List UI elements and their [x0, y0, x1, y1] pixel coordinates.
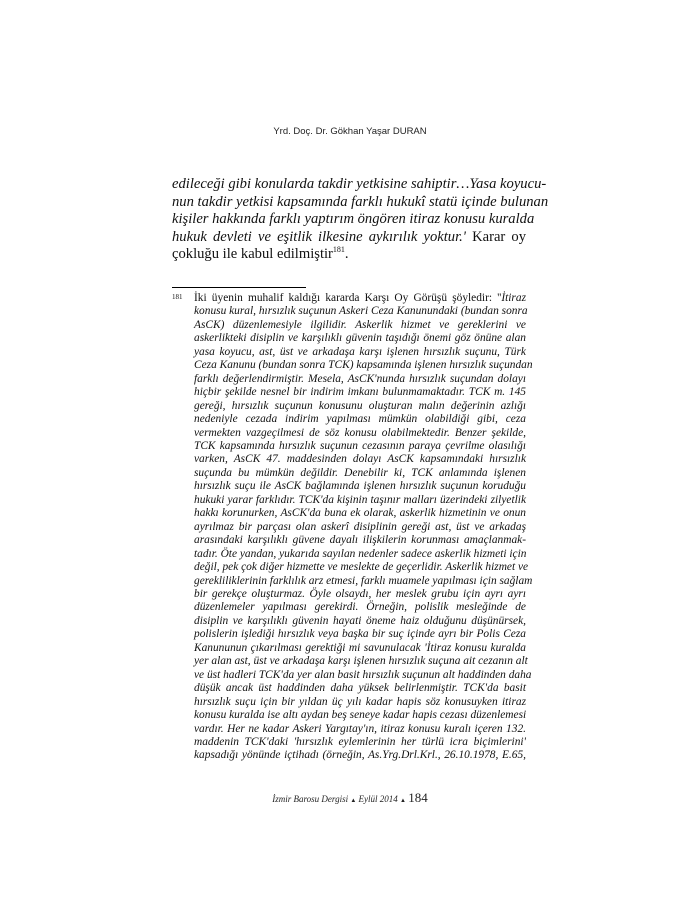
- footnote-line: gerekliliklerinin farklılık arz etmesi, farklı muamele yapılması için sağlam: [194, 574, 533, 587]
- body-text: [172, 176, 549, 264]
- footnote-line: vardır. Her ne kadar Askeri Yargıtay'ın, itiraz konusu kuralı içeren 132.: [194, 722, 526, 735]
- footnote-line: gereği, hırsızlık suçunun konusunu oluşturan malın değerinin azlığı: [194, 399, 526, 412]
- footnote-line: suçunda bu mümkün değildir. Denebilir ki, TCK anlamında işlenen: [194, 466, 526, 479]
- footnote-line: konusu kuralda ise altı aydan beş seneye kadar hapis cezası düzenlemesi: [194, 709, 527, 722]
- quote-end: hukuk devleti ve eşitlik ilkesine aykırılık yoktur.': [172, 228, 466, 245]
- page-number: 184: [408, 790, 428, 805]
- footnote-line: ayrılmaz bir parçası olan askerî disiplinin gereği ast, üst ve arkadaş: [194, 520, 526, 533]
- footnote-line: konusu kural, hırsızlık suçunun Askeri Ceza Kanunundaki (bundan sonra: [194, 305, 528, 318]
- footnote-line: kapsadığı yönünde içtihadı (örneğin, As.Yrg.Drl.Krl., 26.10.1978, E.65,: [194, 749, 526, 762]
- footnote-line: hakkı korunurken, AsCK'da buna ek olarak, askerlik hizmetinin ve onun: [194, 507, 526, 520]
- separator-icon: ▲: [350, 798, 357, 804]
- footnote-line: vermekten vazgeçilmesi de söz konusu olabilmektedir. Benzer şekilde,: [194, 426, 526, 439]
- body-line: [172, 229, 526, 247]
- footnote-line: yasa koyucu, ast, üst ve arkadaşa karşı işlenen hırsızlık suçunu, Türk: [194, 345, 526, 358]
- footnote: [172, 292, 533, 763]
- body-text-plain: çokluğu ile kabul edilmiştir: [172, 246, 333, 263]
- footnote-line: Kanununun çıkarılması gerektiği mi savunulacak 'İtiraz konusu kuralda: [194, 641, 526, 654]
- issue-date: Eylül 2014: [358, 794, 398, 804]
- footnote-line: düşük ancak üst haddinden daha yüksek belirlenmiştir. TCK'da basit: [194, 682, 526, 695]
- footnote-line: hiçbir şekilde nesnel bir indirim imkanı bulunmamaktadır. TCK m. 145: [194, 386, 526, 399]
- separator-icon: ▲: [400, 798, 406, 804]
- body-line: kişiler hakkında farklı yaptırım öngören itiraz konusu kuralda: [172, 211, 535, 228]
- footnote-separator: [172, 287, 306, 288]
- footnote-line: farklı değerlendirmiştir. Mesela, AsCK'nunda hırsızlık suçundan dolayı: [194, 372, 526, 385]
- footnote-line: ve üst hadleri TCK'da yer alan basit hırsızlık suçunun alt haddinden daha: [194, 668, 532, 681]
- body-text-plain: Karar oy: [465, 228, 526, 245]
- page-footer: [0, 790, 700, 806]
- footnote-line: tadır. Öte yandan, yukarıda sayılan nedenler sadece askerlik hizmeti için: [194, 547, 527, 560]
- footnote-line: hırsızlık suçu için bir yıldan üç yılı kadar hapis söz konusuyken itiraz: [194, 695, 526, 708]
- footnote-line: yer alan ast, üst ve arkadaşa karşı işlenen hırsızlık suçuna ait cezanın alt: [194, 655, 528, 668]
- footnote-line: bir gerekçe oluşturmaz. Öyle olsaydı, her meslek grubu için ayrı ayrı: [194, 587, 526, 600]
- footnote-number: 181: [172, 293, 183, 301]
- body-line: edileceği gibi konularda takdir yetkisine sahiptir…Yasa koyucu-: [172, 176, 547, 192]
- footnote-line: Ceza Kanunu (bundan sonra TCK) kapsamında işlenen hırsızlık suçundan: [194, 359, 533, 372]
- footnote-line: varken, AsCK 47. maddesinden dolayı AsCK kapsamındaki hırsızlık: [194, 453, 526, 466]
- footnote-line: hukuki yarar farklıdır. TCK'da kişinin taşınır malları üzerindeki zilyetlik: [194, 493, 526, 506]
- footnote-line: maddenin TCK'daki 'hırsızlık eylemlerinin her türlü icra biçimlerini': [194, 735, 526, 748]
- journal-name: İzmir Barosu Dergisi: [272, 794, 349, 804]
- footnote-line: askerlikteki disiplin ve karşılıklı güvenin taşıdığı önemi göz önüne alan: [194, 332, 526, 345]
- running-header: Yrd. Doç. Dr. Gökhan Yaşar DURAN: [273, 126, 427, 137]
- footnote-line: arasındaki karşılıklı güvene dayalı ilişkilerin korunması amaçlanmak-: [194, 534, 526, 547]
- punctuation: .: [344, 246, 349, 263]
- footnote-line: TCK kapsamında hırsızlık suçunun cezasının paraya çevrilme olasılığı: [194, 439, 526, 452]
- footnote-line: [194, 292, 526, 305]
- footnote-line: AsCK) düzenlemesiyle ilgilidir. Askerlik hizmet ve gereklerini ve: [194, 318, 526, 331]
- body-line: nun takdir yetkisi kapsamında farklı hukukî statü içinde bulunan: [172, 193, 549, 210]
- footnote-intro: İki üyenin muhalif kaldığı kararda Karşı Oy Görüşü şöyledir: '': [194, 292, 502, 304]
- footnote-line: hırsızlık suçu ile AsCK bağlamında işlenen hırsızlık suçunun koruduğu: [194, 480, 526, 493]
- footnote-line: disiplin ve karşılıklı güvenin hayati öneme haiz olduğunu düşünürsek,: [194, 614, 526, 627]
- footnote-line: nedeniyle cezada indirim yapılması mümkün olabildiği gibi, ceza: [194, 413, 526, 426]
- footnote-line: değil, pek çok diğer hizmette ve meslekte de geçerlidir. Askerlik hizmet ve: [194, 561, 529, 574]
- footnote-quote-start: İtiraz: [501, 292, 526, 304]
- footnote-line: düzenlemeler yapılması gerekirdi. Örneğin, polislik mesleğinde de: [194, 601, 526, 614]
- body-line: [172, 246, 526, 264]
- footnote-line: polislerin işlediği hırsızlık veya başka bir suç içinde ayrı bir Polis Ceza: [194, 628, 526, 641]
- footnote-reference[interactable]: 181: [332, 245, 345, 255]
